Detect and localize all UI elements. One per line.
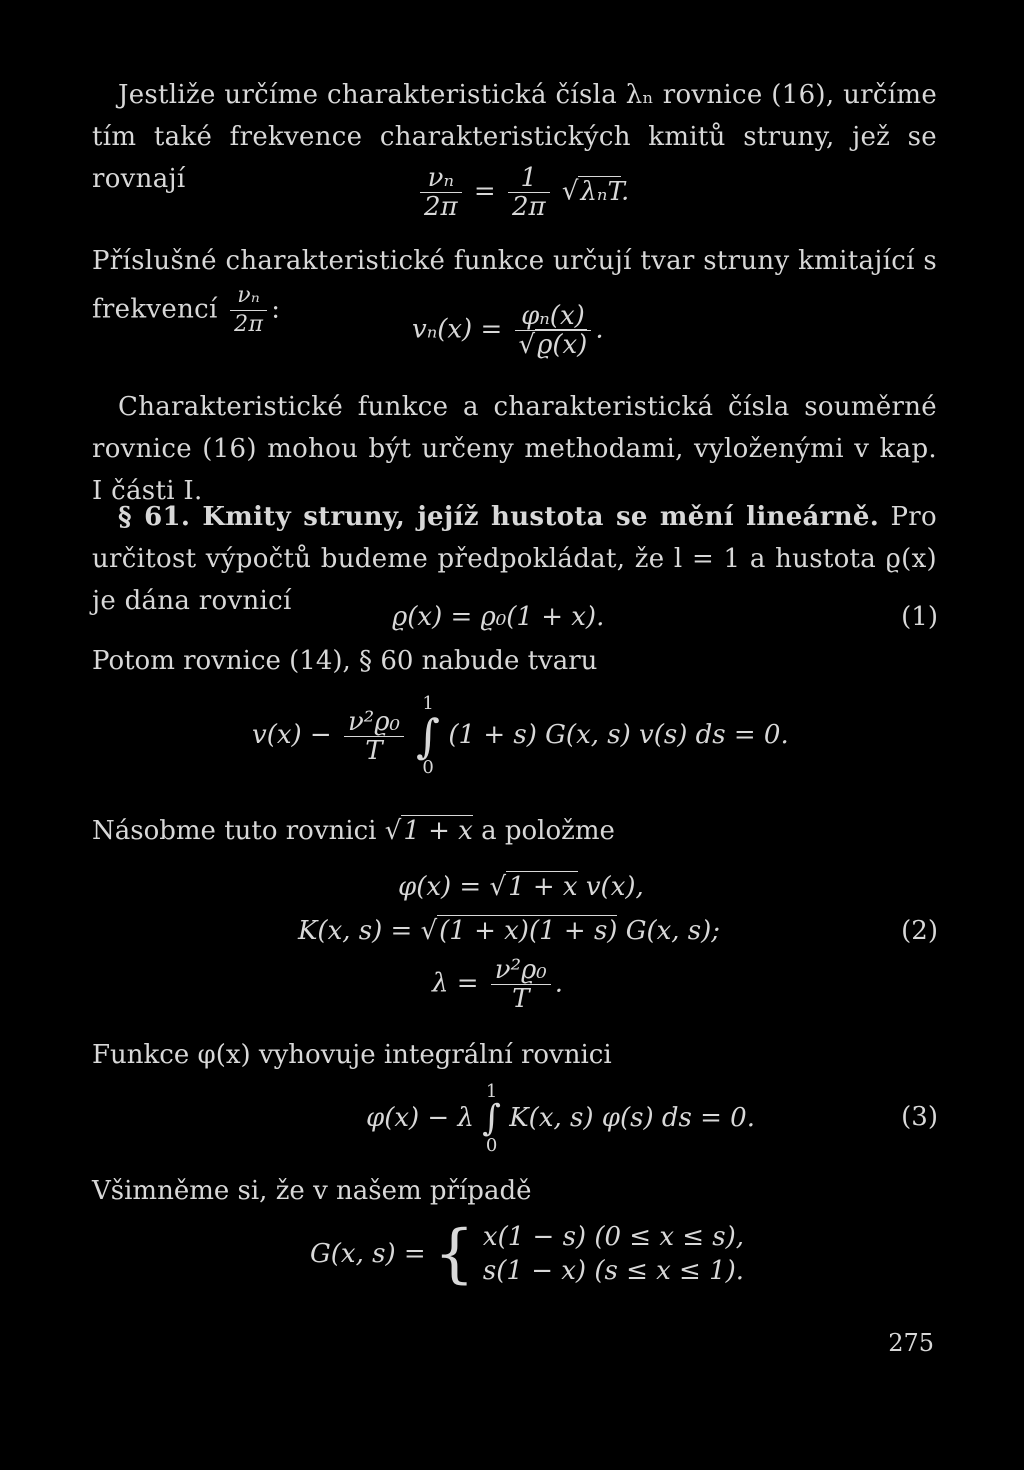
sqrt-argument: 1 + x (508, 872, 578, 902)
sqrt-argument: (1 + x)(1 + s) (439, 916, 618, 946)
paragraph-text: Násobme tuto rovnici (92, 816, 377, 846)
sqrt-argument: 1 + x (403, 816, 473, 846)
integral-symbol: ∫ (482, 1098, 501, 1139)
equation-lhs: λ = (432, 968, 479, 999)
sqrt-argument: λₙT (580, 176, 621, 207)
numerator: νₙ (230, 282, 267, 311)
sqrt-argument: ϱ(x) (537, 330, 588, 360)
equation-rhs: (1 + s) G(x, s) v(s) ds = 0. (448, 720, 789, 750)
lower-limit: 0 (422, 757, 434, 778)
equation-lhs: φ(x) = (398, 872, 482, 902)
left-brace: { (433, 1217, 475, 1291)
paragraph-then (92, 640, 597, 682)
equation-number: (3) (901, 1102, 938, 1132)
sqrt-symbol: √ (384, 816, 402, 846)
equation-density (392, 596, 938, 638)
fraction (491, 956, 551, 1013)
period: . (554, 968, 563, 999)
numerator: 1 (508, 164, 550, 193)
fraction (420, 164, 462, 221)
period: . (595, 314, 604, 345)
equation-green-function (310, 1217, 745, 1291)
colon: : (271, 294, 281, 325)
paragraph-text: Pro určitost výpočtů budeme předpokládat, že l = 1 a hustota ϱ(x) je dána rovnicí (92, 502, 937, 616)
equation-rhs: v(x), (585, 872, 644, 902)
numerator: ν²ϱ₀ (344, 708, 404, 737)
period: . (621, 176, 630, 207)
numerator: νₙ (420, 164, 462, 193)
paragraph-text: Příslušné charakteristické funkce určují tvar struny kmitající s frekvencí (92, 246, 937, 325)
equation-lhs: φ(x) − λ (366, 1103, 474, 1133)
denominator (515, 331, 592, 359)
upper-limit: 1 (422, 693, 434, 714)
page-number: 275 (888, 1329, 934, 1357)
equation-integral (252, 694, 789, 778)
sqrt-symbol: √ (518, 330, 536, 360)
integral-symbol: ∫ (416, 709, 441, 763)
equation-lhs: vₙ(x) = (412, 314, 503, 345)
paragraph-methods (92, 386, 937, 512)
fraction (508, 164, 550, 221)
denominator: 2π (234, 312, 264, 337)
case-2: s(1 − x) (s ≤ x ≤ 1). (482, 1256, 745, 1286)
sqrt-symbol: √ (561, 176, 579, 207)
numerator: ν²ϱ₀ (491, 956, 551, 985)
equation-rhs: K(x, s) φ(s) ds = 0. (509, 1103, 755, 1133)
equation-number: (2) (901, 916, 938, 946)
fraction (230, 282, 267, 339)
sqrt-symbol: √ (420, 916, 438, 946)
paragraph-text: Charakteristické funkce a charakteristická čísla souměrné rovnice (16) mohou být určeny methodami, vyloženými v kap. I části I. (92, 392, 937, 506)
denominator: 2π (511, 192, 546, 222)
denominator: T (365, 735, 383, 766)
paragraph-function-satisfies (92, 1034, 612, 1076)
paragraph-text: Funkce φ(x) vyhovuje integrální rovnici (92, 1040, 612, 1070)
equation-body: ϱ(x) = ϱ₀(1 + x). (392, 602, 605, 632)
equation-rhs: G(x, s); (625, 916, 721, 946)
upper-limit: 1 (485, 1081, 498, 1102)
integral-sign (416, 694, 440, 778)
equation-kernel (298, 910, 938, 952)
fraction (515, 302, 592, 359)
paragraph-text: Všimněme si, že v našem případě (92, 1176, 532, 1206)
equation-frequency (416, 164, 629, 221)
lower-limit: 0 (485, 1135, 498, 1156)
equation-integral-equation (366, 1082, 938, 1156)
equation-eigenfunction (412, 302, 604, 359)
sqrt-symbol: √ (489, 872, 507, 902)
equation-number: (1) (901, 602, 938, 632)
equation-lhs: v(x) − (252, 720, 332, 750)
paragraph-text: Jestliže určíme charakteristická čísla λₙ rovnice (16), určíme tím také frekvence charakteristických kmitů struny, jež se rovnají (92, 80, 937, 194)
equation-phi (398, 866, 644, 908)
paragraph-text: a položme (481, 816, 615, 846)
paragraph-multiply (92, 810, 615, 852)
paragraph-notice (92, 1170, 531, 1212)
denominator: 2π (424, 192, 458, 222)
numerator: φₙ(x) (515, 302, 592, 331)
case-1: x(1 − s) (0 ≤ x ≤ s), (482, 1222, 745, 1252)
denominator: T (512, 984, 530, 1014)
equation-lambda (432, 956, 563, 1013)
equation-lhs: G(x, s) = (310, 1239, 426, 1269)
integral-sign (482, 1082, 501, 1156)
equation-lhs: K(x, s) = (298, 916, 413, 946)
section-heading: § 61. Kmity struny, jejíž hustota se mění lineárně. (118, 502, 880, 532)
equals-sign: = (473, 176, 496, 207)
fraction (344, 708, 404, 765)
paragraph-text: Potom rovnice (14), § 60 nabude tvaru (92, 646, 598, 676)
cases (483, 1220, 744, 1288)
